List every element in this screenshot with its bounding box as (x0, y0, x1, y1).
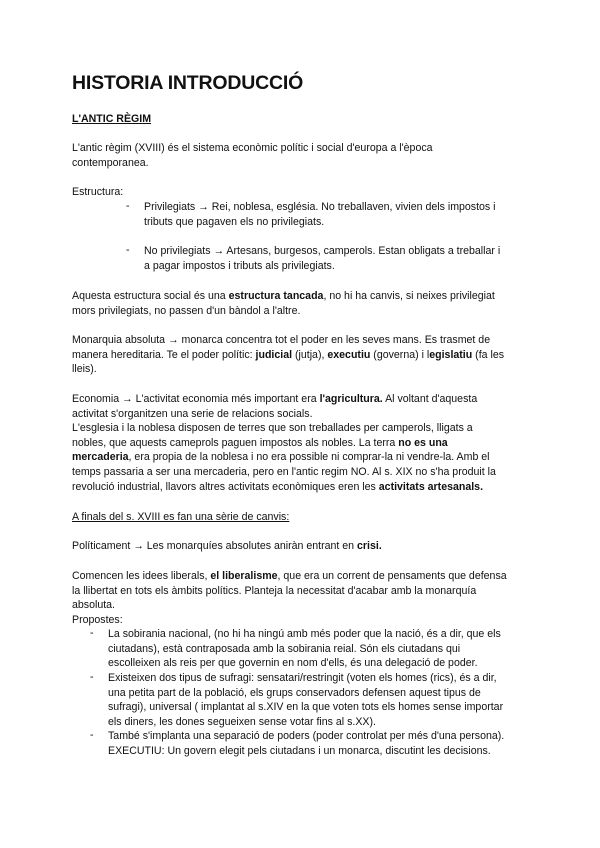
bold-term: executiu (327, 348, 371, 361)
text-line: activitat s'organitzen una serie de relacions socials. (72, 407, 313, 420)
bold-term: crisi. (357, 540, 382, 552)
list-dash: - (90, 671, 94, 683)
text-run: manera hereditaria. Te el poder polític: (72, 348, 256, 361)
list-dash: - (126, 244, 130, 256)
list-item-line: a pagar impostos i tributs als privilegiats. (144, 259, 335, 272)
list-item-line: una petita part de la població, els grups conservadors defensen aquest tipus de (108, 686, 481, 699)
text-line: la llibertat en tots els àmbits polítics. Planteja la necessitat d'acabar amb la monarquía (72, 584, 477, 597)
bold-term: el liberalisme (210, 570, 278, 582)
propostes-label: Propostes: (72, 613, 123, 626)
list-item-line: EXECUTIU: Un govern elegit pels ciutadans i un monarca, discutint les decisions. (108, 744, 491, 757)
text-line: absoluta. (72, 599, 115, 612)
text-run: , no hi ha canvis, si neixes privilegiat (323, 290, 495, 302)
text-run: Políticament → Les monarquíes absolutes aniràn entrant en (72, 540, 358, 552)
bold-term: activitats artesanals. (378, 480, 484, 493)
list-dash: - (90, 627, 94, 639)
text-line: temps passaria a ser una mercaderia, pero en l'antic regim NO. Al s. XIX no s'ha produit la (72, 465, 496, 478)
list-item-line: ciutadans), està contraposada amb la sobirania reial. Són els ciutadans qui (108, 642, 461, 655)
section-title: L'ANTIC RÈGIM (72, 113, 152, 125)
text-run: , que era un corrent de pensaments que defensa (277, 570, 507, 582)
list-item-sufragi (108, 671, 548, 729)
intro-line-2: contemporanea. (72, 156, 149, 169)
estructura-label: Estructura: (72, 186, 124, 198)
intro-line-1: L'antic règim (XVIII) és el sistema econòmic polític i social d'europa a l'època (72, 142, 433, 154)
text-line: mors privilegiats, no passen d'un bàndol a l'altre. (72, 304, 301, 317)
list-item-line: els diners, les dones segueixen sense votar fins al s.XX). (108, 715, 376, 728)
intro-paragraph (72, 141, 534, 170)
liberals-paragraph (72, 569, 534, 627)
text-run: (fa les (472, 348, 505, 361)
text-run: Al voltant d'aquesta (382, 393, 478, 405)
list-item-line: No privilegiats → Artesans, burgesos, camperols. Estan obligats a treballar i (144, 245, 501, 257)
bold-term: no es una (398, 436, 448, 449)
list-item-line: sufragi), universal ( implantat al s.XIV en la que voten tots els homes sense importar (108, 701, 504, 714)
finals-heading: A finals del s. XVIII es fan una sèrie de canvis: (72, 511, 290, 523)
text-run: (jutja), (292, 348, 328, 361)
economia-paragraph (72, 392, 534, 494)
text-run: (governa) i l (370, 348, 430, 361)
text-run: nobles, que aquests cameprols paguen impostos als nobles. La terra (72, 436, 399, 449)
list-item-line: Privilegiats → Rei, noblesa, església. No treballaven, vivien dels impostos i (144, 201, 496, 213)
list-item-line: escolleixen als reis per que governin en nom d'ells, és una delegació de poder. (108, 657, 478, 670)
list-item-line: Existeixen dos tipus de sufragi: sensatari/restringit (voten els homes (rics), és a dir, (108, 672, 497, 684)
bold-term: egislatiu (429, 348, 473, 361)
list-item-separacio (108, 729, 548, 758)
text-run: Comencen les idees liberals, (72, 570, 211, 582)
list-item-privilegiats (144, 200, 544, 229)
text-line: Monarquia absoluta → monarca concentra tot el poder en les seves mans. Es trasmet de (72, 334, 491, 346)
page-title: HISTORIA INTRODUCCIÓ (72, 72, 304, 94)
text-run: , era propia de la noblesa i no era possible ni comprar-la ni vendre-la. Amb el (128, 451, 490, 464)
text-run: revolució industrial, llavors altres activitats econòmiques eren les (72, 480, 379, 493)
list-dash: - (90, 729, 94, 741)
text-line: lleis). (72, 363, 97, 376)
bold-term: mercaderia (72, 451, 129, 464)
tancada-paragraph (72, 289, 534, 318)
text-line: L'esglesia i la noblesa disposen de terres que son treballades per camperols, lligats a (72, 422, 473, 435)
monarquia-paragraph (72, 333, 534, 377)
list-item-no-privilegiats (144, 244, 544, 273)
list-item-sobirania (108, 627, 548, 671)
politicament-paragraph (72, 539, 534, 554)
text-run: Aquesta estructura social és una (72, 290, 229, 302)
bold-term: l'agricultura. (319, 393, 383, 405)
bold-term: judicial (255, 348, 293, 361)
text-run: Economia → L'activitat economia més important era (72, 393, 320, 405)
list-item-line: També s'implanta una separació de poders (poder controlat per més d'una persona). (108, 730, 505, 742)
list-item-line: La sobirania nacional, (no hi ha ningú amb més poder que la nació, és a dir, que els (108, 628, 501, 640)
list-item-line: tributs que pagaven els no privilegiats. (144, 215, 325, 228)
list-dash: - (126, 200, 130, 212)
bold-term: estructura tancada (228, 290, 324, 302)
